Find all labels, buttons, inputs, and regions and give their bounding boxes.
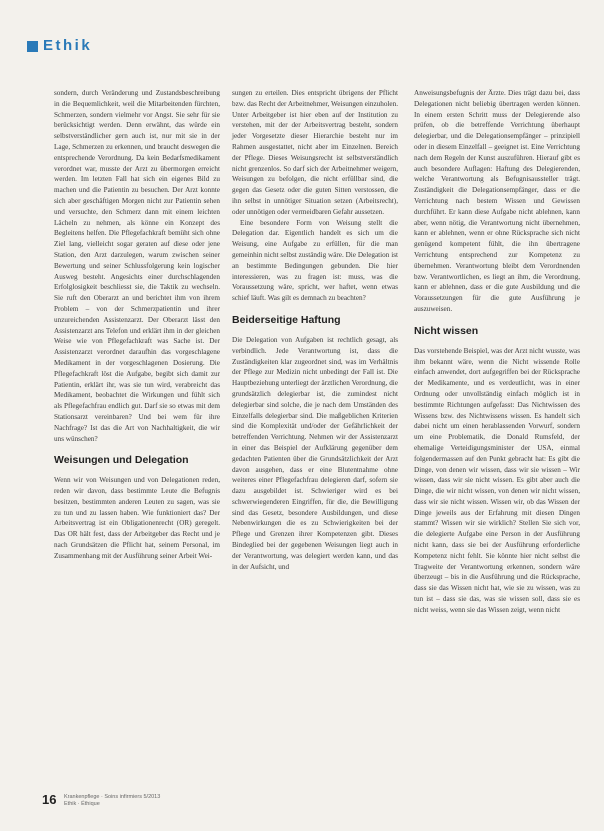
text-column-1: [54, 88, 220, 808]
section-marker-icon: [27, 41, 38, 52]
subheading: Nicht wissen: [414, 324, 479, 337]
paragraph: sondern, durch Veränderung und Zustandsbeschreibung in die Bequemlichkeit, weil die Mitarbeitenden fürchten, Schmerzen, sondern vielmehr vor Angst. Sie sehr für sie berücksichtigt werden. Denn erwähnt, das würde ein selbstverständlicher gern auch ist, nur mit sie in der Lage, Schmerzen zu erkennen, und braucht deswegen die entsprechende Verordnung. Da kein Bedarfsmedikament verordnet war, musste der Arzt zu übermorgen erreicht werden. Im letzten Fall hat sich ein eigenes Bild zu machen und die Patientin zu besuchen. Der Arzt konnte sich aber geschäftigen Morgen nicht zur Patientin sehen und versuchte, den Schmerz dann mit einem leichten Lächeln zu nehmen, als könne ein Konzept des Begleitens helfen. Die Pflegefachkraft bemüht sich ohne Ziel lang, vielleicht sogar geraten auf diese oder jene Station, den Arzt darzulegen, warum zwischen seiner Bewertung und seiner Schlussfolgerung kein logischer Ausweg besteht. Angesichts einer durchschlagenden Erfolglosigkeit beschliesst sie, die Taktik zu wechseln. Sie ruft den Oberarzt an und berichtet ihm von ihrem Problem – von der Schmerzpatientin und ihrer unzureichenden Assistenzarzt. Der Oberarzt lässt den Assistenzarzt ans Telefon und erklärt ihm in der gleichen Weise wie von Pflegefachkraft was Sache ist. Der Assistenzarzt verordnet daraufhin das vorgeschlagene Medikament in der vorgeschlagenen Dosierung. Die Pflegefachkraft löst die Aufgabe, begibt sich damit zur Patientin, erklärt ihr, was sie tun wird, verabreicht das Medikament, beobachtet die Wirkungen und fühlt sich als Pflegefachfrau endlich gut. Darf sie so etwas mit dem Stationsarzt vereinbaren? Und bei wem für ihre Nachfrage? Ist das die Art von Nachhaltigkeit, die wir uns wünschen?: [54, 89, 220, 443]
paragraph: Wenn wir von Weisungen und von Delegationen reden, reden wir davon, dass bestimmte Leute die Befugnis besitzen, bestimmten anderen Leuten zu sagen, was sie zu tun und zu lassen haben. Wie funktioniert das? Der Arbeitsvertrag ist ein Obligationenrecht (OR) geregelt. Das OR hält fest, dass der Arbeitgeber das Recht und je nach Grundsätzen die Pflicht hat, seinem Personal, im Zusammenhang mit der Ausführung seiner Arbeit Wei-: [54, 476, 220, 560]
paragraph: sungen zu erteilen. Dies entspricht übrigens der Pflicht bzw. das Recht der Arbeitnehmer, Weisungen einzuholen. Unter Arbeitgeber ist hier eben auf der Institution zu verstehen, mit der der Arbeitsvertrag besteht, sondern jeder Vorgesetzte dieser Hierarchie besteht nur im Rahmen ausgestattet, nicht aber im Einzelnen. Bereich der Pflege. Dieses Weisungsrecht ist selbstverständlich nicht grenzenlos. So darf sich der Arbeitnehmer weigern, Weisungen zu befolgen, die nicht erfüllbar sind, die gegen das Gesetz oder die guten Sitten verstossen, die ihn selbst in unnötiger Situation setzen (Arbeitsrecht), oder unnötigen oder vermeidbaren Gefahr aussetzen.: [232, 89, 398, 216]
paragraph: Anweisungsbefugnis der Ärzte. Dies trägt dazu bei, dass Delegationen nicht beliebig übertragen werden können. In einem ersten Schritt muss der Delegierende also prüfen, ob die betreffende Verrichtung überhaupt delegierbar, und die Delegationsempfänger – prinzipiell oder in diesem Einzelfall – geeignet ist. Eine Verrichtung nach dem Regeln der Kunst auszuführen. Hierauf gibt es auch besondere Auflagen: Haftung des Delegierenden, welche Verantwortung als Befugnisaussteller trägt. Zuständigkeit die Delegationsempfänger, dass er die Verrichtung nach bestem Wissen und Gewissen durchführt. Er kann diese Aufgabe nicht ablehnen, kann aber, wenn nötig, die Verantwortung nicht übernehmen, kann er ablehnen, wenn er ohne Rücksprache sich nicht genügend kompetent fühlt, die ihn übertragene Verrichtung entsprechend zur Kompetenz zu übernehmen. Verantwortung bleibt dem Verordnenden bzw. Verantwortlichen, es liegt an ihm, die Verordnung, kann er ablehnen, dass er die gute Ausbildung und die Voraussetzungen für die gute Ausführung je auszuweisen.: [414, 89, 580, 313]
paragraph: Eine besondere Form von Weisung stellt die Delegation dar. Eigentlich handelt es sich um die Weisung, eine Aufgabe zu erfüllen, für die man gemeinhin nicht selbst zuständig wäre. Die Delegation ist an bestimmte Bedingungen gebunden. Die hier interessieren, was zu fragen ist: muss, was die Voraussetzung wäre, spricht, wer haftet, wenn etwas schief läuft. Was gilt es demnach zu beachten?: [232, 218, 398, 303]
paragraph: Das vorstehende Beispiel, was der Arzt nicht wusste, was ihm bekannt wäre, wenn die Nicht wissende Rolle einfach anwendet, dort aufgegriffen bei der Rücksprache der Medikamente, und es verdeutlicht, was in einer Ordnung oder unvollständig einfach möglich ist in bestimmte Richtungen aufgefasst: Das Nichtwissen des Wissens bzw. des Nichtwissens wissen. Es handelt sich dabei nicht um einen herablassenden Vorwurf, sondern um eine Problematik, die Donald Rumsfeld, der ehemalige Verteidigungsminister der USA, einmal folgendermassen auf den Punkt gebracht hat: Es gibt die Dinge, von denen wir wissen, dass wir sie wissen – Wir wissen, dass wir sie nicht wissen. Es gibt aber auch die Dinge, die wir nicht wissen, von denen wir nicht wissen, dass wir sie nicht wissen. Wissen wir, ob das Wissen der Dinge jeweils aus der Erfahrung mit diesen Dingen stammt? Wissen wir sie wirklich? Stellen Sie sich vor, die delegierte Aufgabe eine Person in der Ausführung nicht kann, dass sie bei der Ausführung erforderliche Kompetenz nicht fehlt. Sie könnte hier nicht selbst die Tragweite der Verantwortung erkennen, sondern wäre überzeugt – bis in die Ausführung und die Rücksprache, dass sie das Wissen nicht hat, wie sie zu wissen, was zu tun ist – dass sie das, was sie wissen soll, dass sie es nicht weiss, wenn sie das Wissen zeigt, wenn nicht: [414, 346, 580, 614]
section-title: Ethik: [43, 37, 93, 54]
text-column-3: [414, 88, 580, 808]
subheading: Beiderseitige Haftung: [232, 313, 341, 326]
paragraph: Die Delegation von Aufgaben ist rechtlich gesagt, als verbindlich. Jede Verantwortung ist, dass die Zuständigkeiten klar zugeordnet sind, was im Verhältnis der Pflege zur Medizin nicht unbedingt der Fall ist. Die Hauptbeziehung unterliegt der ärztlichen Verordnung, die grundsätzlich delegierbar ist, die zumindest nicht delegierbar sind solche, die je nach dem Umständen des Einzelfalls delegierbar sind. Die maßgeblichen Kriterien sind die Komplexität und/oder der Gefährlichkeit der betreffenden Verrichtung. Nehmen wir der Assistenzarzt in einer das Beispiel der Aufklärung gegenüber dem gedachten Patienten über die Grundsätzlichkeit der Arzt davon ausgehen, dass er eine Blutentnahme ohne weiteres einer Pflegefachfrau delegieren darf, sofern sie dazu ausgebildet ist. Schwieriger wird es bei schwerwiegenderen Eingriffen, für die, die Bewilligung sind das Gesetz, besondere Ausbildungen, und diese Nebenwirkungen die es zu Schwierigkeiten bei der Pflege und Grenzen ihrer Kompetenzen gibt. Dieses Bindeglied bei der gegebenen Weisungen liegt auch in der Verantwortung, was delegiert werden kann, und das in der Aufsicht, und: [232, 335, 398, 571]
publication-line: Krankenpflege · Soins infirmiers 5/2013: [64, 794, 161, 800]
page-number: 16: [42, 792, 57, 807]
subheading: Weisungen und Delegation: [54, 454, 189, 467]
publication-info: [64, 794, 194, 808]
publication-line: Ethik · Éthique: [64, 801, 100, 807]
text-column-2: [232, 88, 398, 808]
